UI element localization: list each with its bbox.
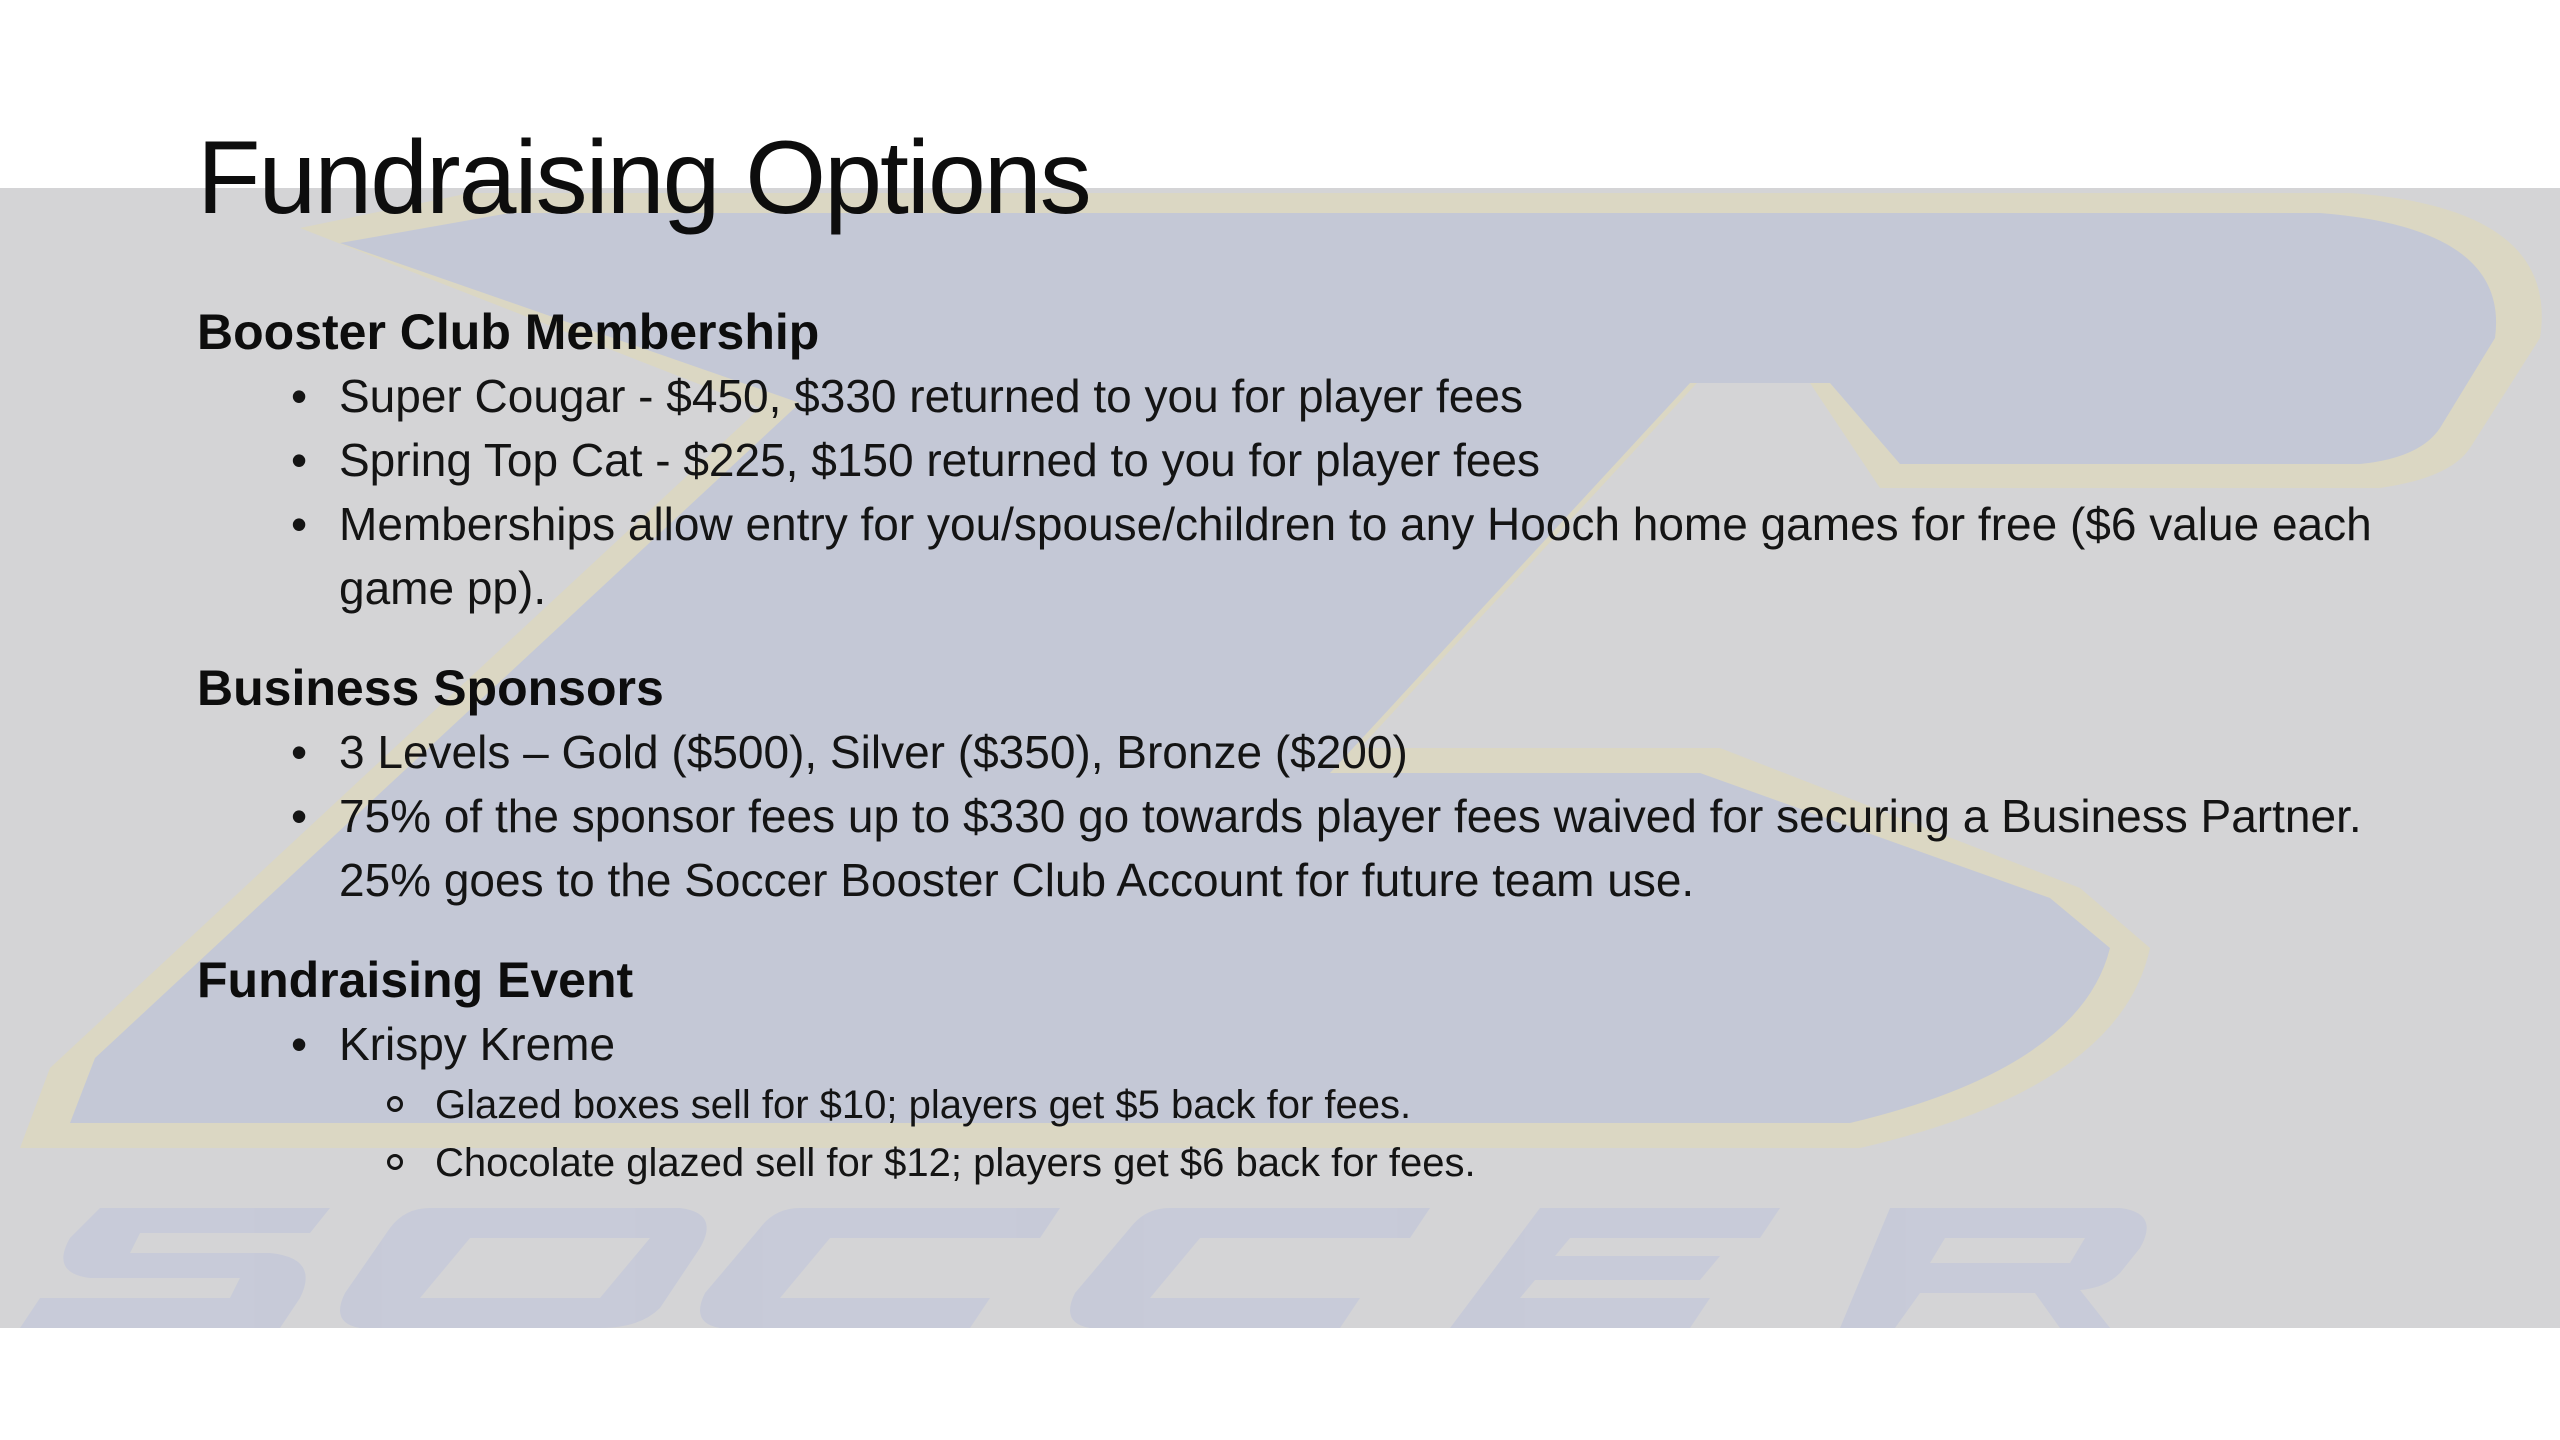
bullet-text: Spring Top Cat - $225, $150 returned to you for player fees <box>339 434 1541 486</box>
bullet-text: Super Cougar - $450, $330 returned to you for player fees <box>339 370 1523 422</box>
section-heading: Fundraising Event <box>197 952 634 1008</box>
sub-list-item <box>197 1134 2377 1192</box>
bullet-text: 3 Levels – Gold ($500), Silver ($350), Bronze ($200) <box>339 726 1408 778</box>
bullet-dot-icon: • <box>291 790 308 842</box>
bullet-dot-icon: • <box>291 1018 308 1070</box>
sub-bullet-text: Chocolate glazed sell for $12; players get $6 back for fees. <box>435 1141 1476 1185</box>
list-item <box>197 364 2377 428</box>
bullet-dot-icon: • <box>291 498 308 550</box>
section-heading: Booster Club Membership <box>197 304 820 360</box>
sub-bullet-text: Glazed boxes sell for $10; players get $5 back for fees. <box>435 1083 1412 1127</box>
hollow-circle-icon <box>387 1154 403 1170</box>
bullet-text: Memberships allow entry for you/spouse/children to any Hooch home games for free ($6 value each game pp). <box>339 498 2372 614</box>
list-item <box>197 492 2377 620</box>
bullet-dot-icon: • <box>291 434 308 486</box>
bullet-dot-icon: • <box>291 370 308 422</box>
bullet-dot-icon: • <box>291 726 308 778</box>
slide-content <box>197 300 2377 1228</box>
list-item <box>197 720 2377 784</box>
section-business-sponsors <box>197 656 2377 912</box>
bullet-list <box>197 364 2377 620</box>
sub-list-item <box>197 1076 2377 1134</box>
list-item <box>197 784 2377 912</box>
bullet-text: Krispy Kreme <box>339 1018 616 1070</box>
slide-title: Fundraising Options <box>197 120 1090 236</box>
section-heading: Business Sponsors <box>197 660 664 716</box>
section-fundraising-event <box>197 948 2377 1192</box>
section-booster-club <box>197 300 2377 620</box>
bullet-text: 75% of the sponsor fees up to $330 go towards player fees waived for securing a Business Partner. 25% goes to the Soccer Booster Club Account for future team use. <box>339 790 2362 906</box>
bullet-list <box>197 1012 2377 1076</box>
hollow-circle-icon <box>387 1096 403 1112</box>
list-item <box>197 428 2377 492</box>
list-item <box>197 1012 2377 1076</box>
bullet-list <box>197 720 2377 912</box>
